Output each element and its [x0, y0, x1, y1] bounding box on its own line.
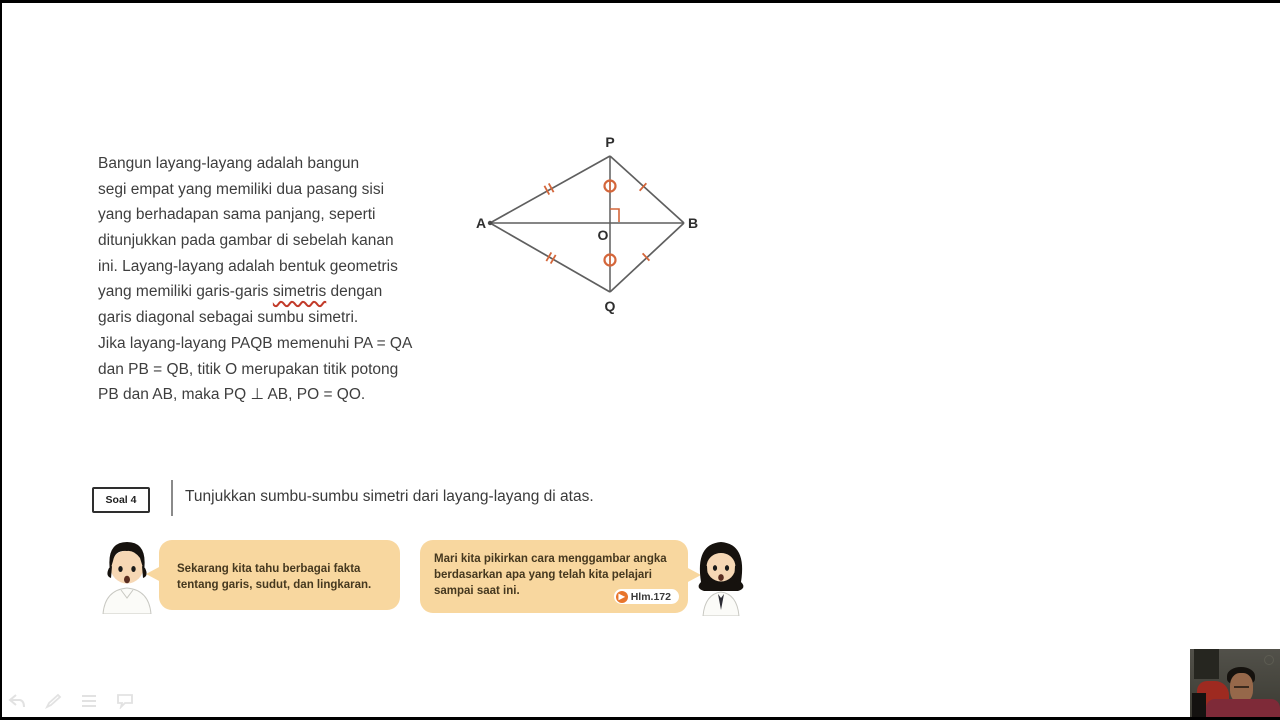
side-AP	[490, 156, 610, 223]
label-A: A	[475, 215, 487, 231]
webcam-wall-circle	[1264, 655, 1274, 665]
red-underlined-word: simetris	[272, 283, 327, 301]
segment-ring-PO	[605, 180, 616, 192]
side-PB	[610, 156, 684, 223]
kite-diagram	[465, 130, 705, 320]
intro-line: ini. Layang-layang adalah bentuk geometris	[98, 257, 398, 275]
left-bubble-line: tentang garis, sudut, dan lingkaran.	[177, 579, 372, 591]
webcam-chair-shadow	[1192, 693, 1206, 717]
right-bubble-line: sampai saat ini.	[434, 585, 520, 597]
intro-line6-pre: yang memiliki garis-garis	[98, 283, 273, 301]
intro-line: segi empat yang memiliki dua pasang sisi	[98, 180, 385, 198]
page-reference-label: Hlm.172	[630, 590, 671, 603]
left-bubble-line: Sekarang kita tahu berbagai fakta	[177, 563, 361, 575]
right-bubble-line: berdasarkan apa yang telah kita pelajari	[434, 569, 652, 581]
intro-line6-post: dengan	[326, 283, 383, 301]
intro-line: ditunjukkan pada gambar di sebelah kanan	[98, 232, 394, 250]
side-QA	[490, 223, 610, 292]
webcam-person-eyes	[1234, 686, 1249, 688]
intro-line: yang berhadapan sama panjang, seperti	[98, 206, 376, 224]
page-reference-badge	[614, 589, 679, 604]
speech-bubble-left	[159, 540, 400, 610]
problem-question: Tunjukkan sumbu-sumbu simetri dari layang-layang di atas.	[185, 488, 594, 505]
label-B: B	[687, 215, 699, 231]
webcam-doorway	[1194, 649, 1219, 679]
right-angle-icon	[610, 209, 619, 222]
segment-ring-QO	[605, 254, 616, 266]
label-P: P	[605, 134, 615, 150]
speech-icon[interactable]	[114, 692, 136, 710]
intro-line: PB dan AB, maka PQ ⊥ AB, PO = QO.	[98, 386, 366, 404]
webcam-person-shirt	[1206, 699, 1280, 717]
reply-arrow-icon[interactable]	[6, 692, 28, 710]
play-circle-icon: ▶	[616, 591, 628, 603]
webcam-overlay	[1190, 649, 1280, 717]
problem-divider	[171, 480, 173, 516]
label-O: O	[597, 227, 609, 243]
intro-line: Bangun layang-layang adalah bangun	[98, 155, 360, 172]
bubble-tail-left	[146, 566, 161, 582]
intro-line	[98, 279, 443, 305]
label-Q: Q	[604, 298, 616, 314]
intro-line: Jika layang-layang PAQB memenuhi PA = QA	[98, 334, 413, 352]
intro-line: dan PB = QB, titik O merupakan titik potong	[98, 360, 399, 378]
annotation-toolbar	[6, 692, 136, 710]
list-icon[interactable]	[78, 692, 100, 710]
speech-bubble-right	[420, 540, 688, 613]
right-bubble-line: Mari kita pikirkan cara menggambar angka	[434, 553, 667, 565]
vertex-A-dot	[488, 221, 492, 225]
letterbox-top	[0, 0, 1280, 3]
girl-avatar	[690, 536, 752, 616]
pen-icon[interactable]	[42, 692, 64, 710]
intro-paragraph	[98, 151, 443, 408]
intro-line: garis diagonal sebagai sumbu simetri.	[98, 309, 359, 327]
problem-tag: Soal 4	[92, 487, 150, 513]
frame-left-line	[0, 0, 2, 720]
double-tick-AP	[544, 183, 553, 194]
